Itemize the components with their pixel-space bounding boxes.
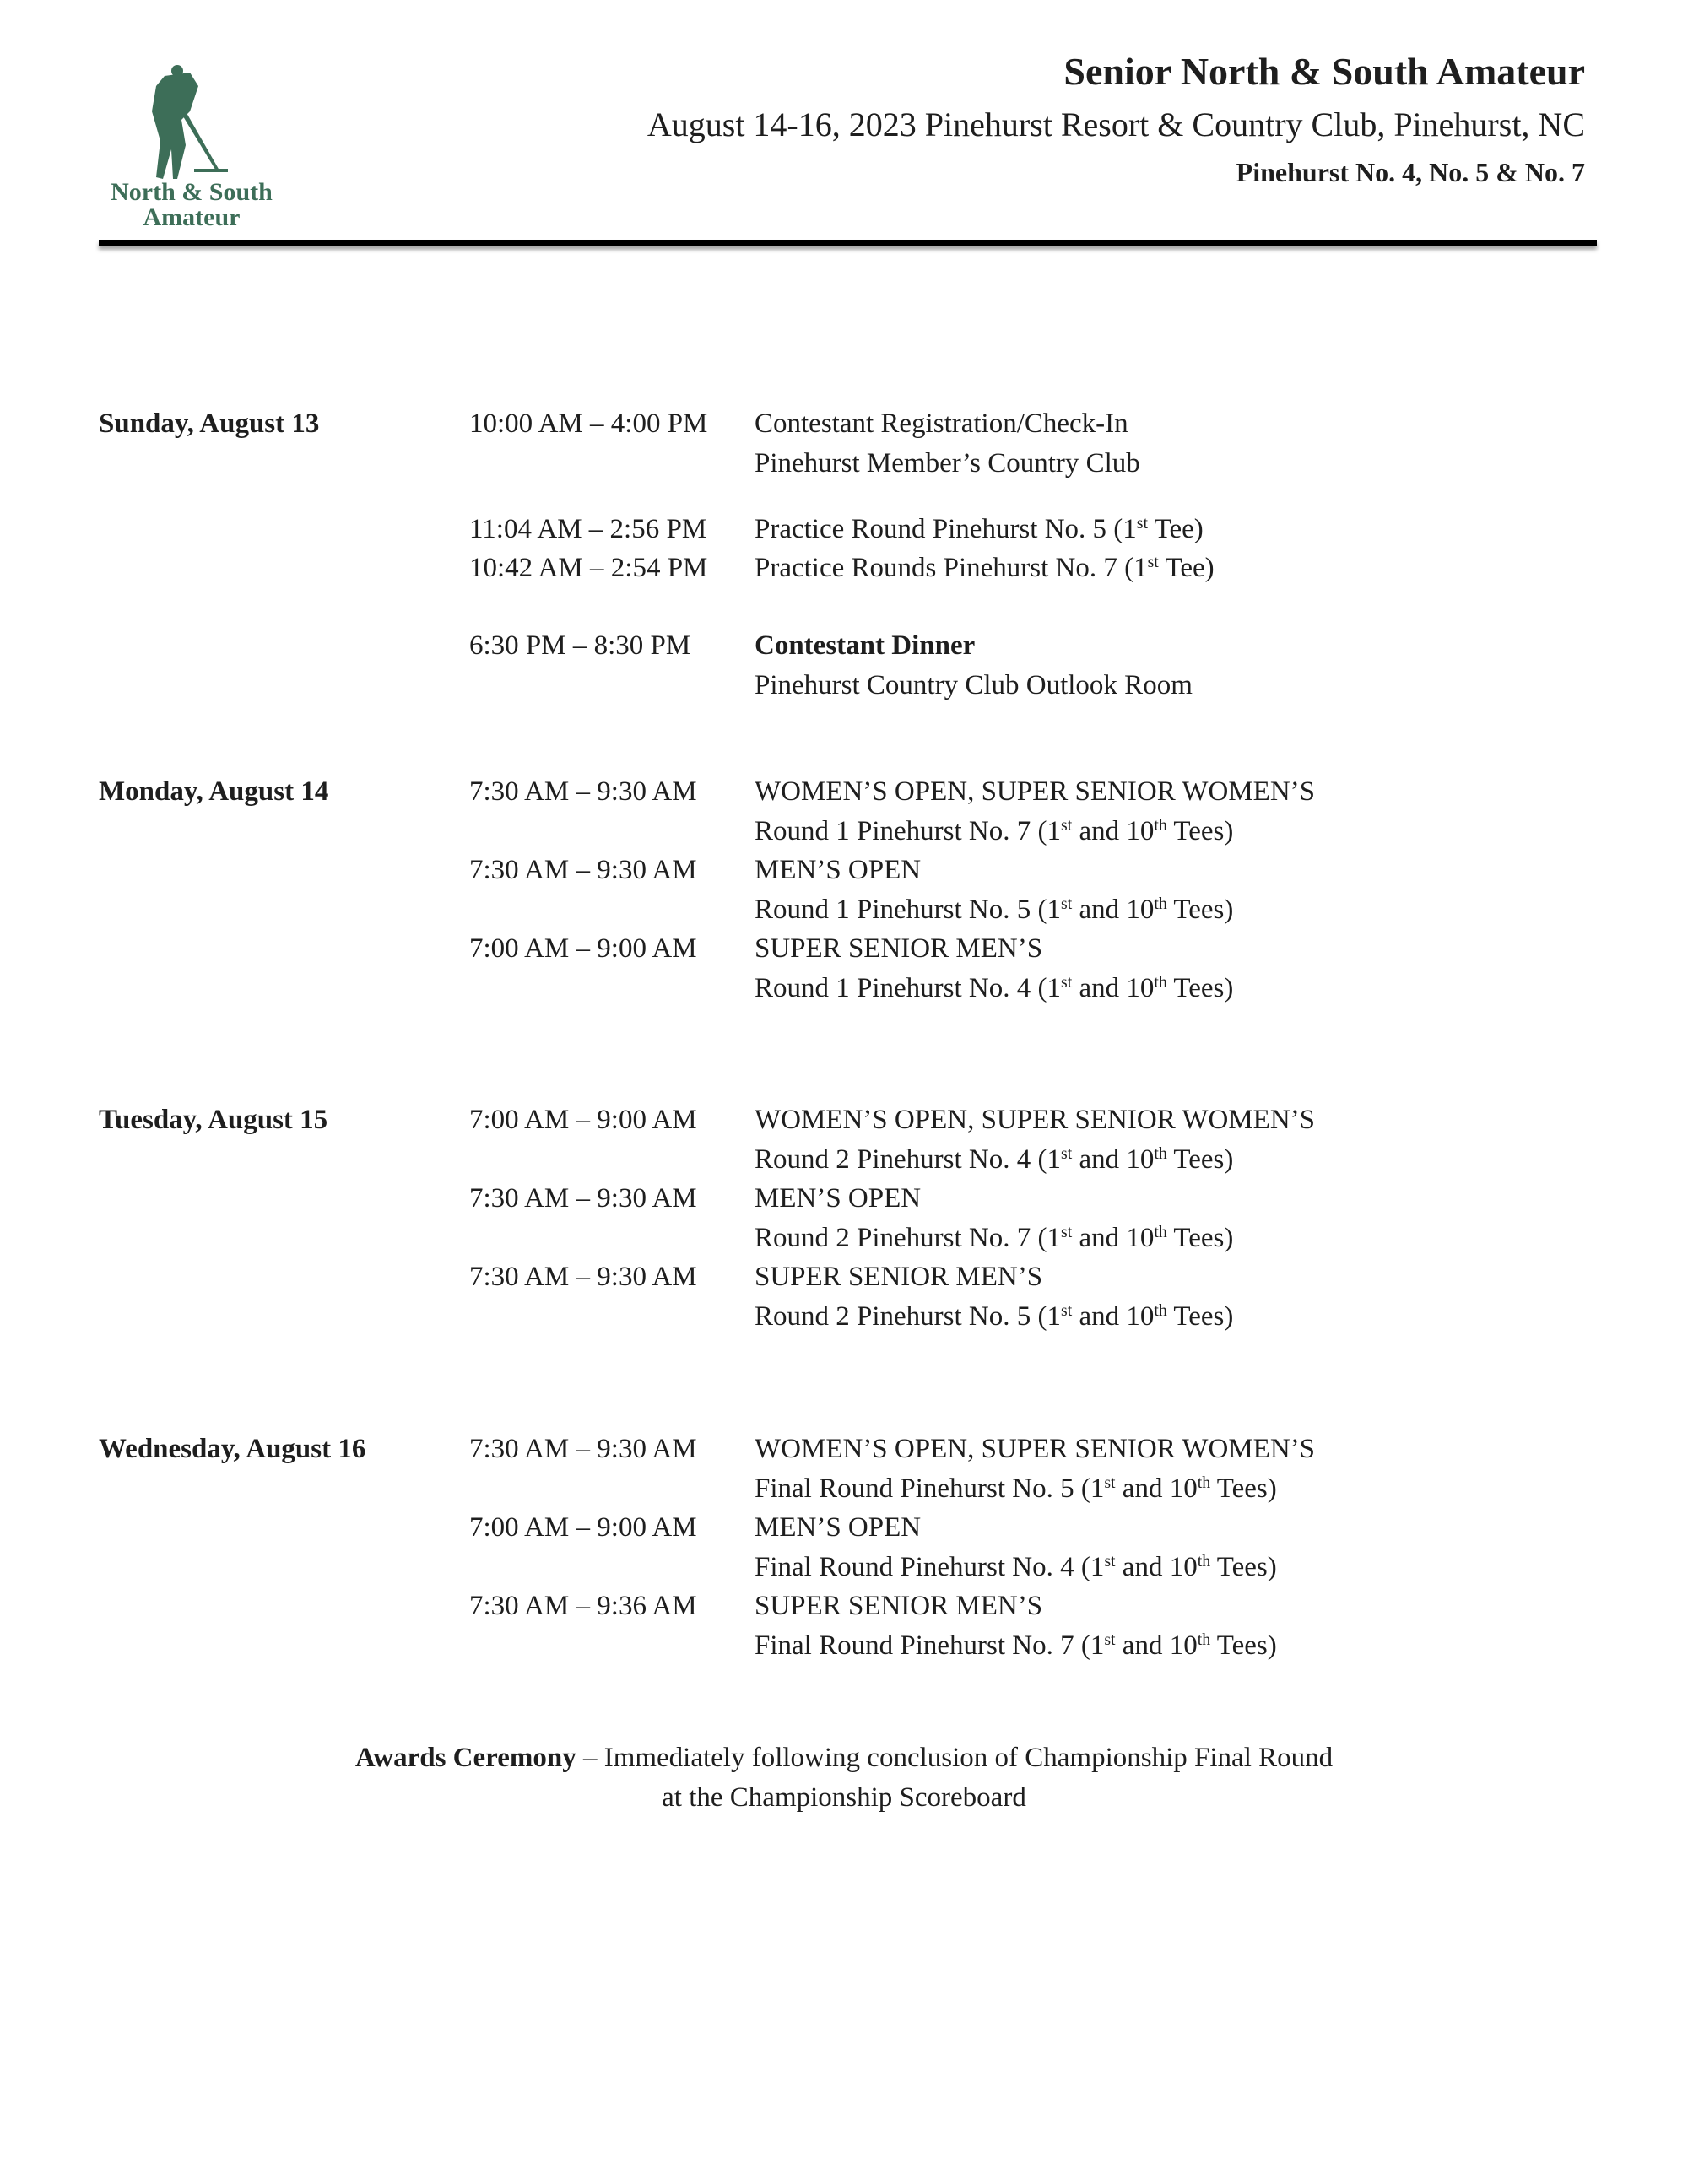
event-text: Tees) <box>1210 1552 1277 1582</box>
event-text: Tees) <box>1210 1630 1277 1661</box>
event-description <box>755 510 1204 549</box>
event-text: SUPER SENIOR MEN’S <box>755 1262 1043 1292</box>
event-text: WOMEN’S OPEN, SUPER SENIOR WOMEN’S <box>755 1105 1316 1135</box>
ordinal-suffix: st <box>1147 553 1159 572</box>
event-text: SUPER SENIOR MEN’S <box>755 1591 1043 1621</box>
event-text: and 10 <box>1115 1630 1198 1661</box>
event-description <box>755 1626 1277 1666</box>
event-description <box>755 1219 1233 1258</box>
event-text: Final Round Pinehurst No. 7 (1 <box>755 1630 1105 1661</box>
event-text: MEN’S OPEN <box>755 1512 922 1543</box>
awards-ceremony <box>0 1738 1688 1818</box>
event-description <box>755 1508 921 1548</box>
event-time: 7:30 AM – 9:30 AM <box>469 1434 697 1464</box>
event-description <box>755 404 1128 444</box>
ordinal-suffix: st <box>1104 1473 1116 1493</box>
ordinal-suffix: th <box>1154 1223 1167 1242</box>
event-time: 7:00 AM – 9:00 AM <box>469 933 697 964</box>
event-text: and 10 <box>1072 1223 1155 1253</box>
event-time: 7:30 AM – 9:36 AM <box>469 1591 697 1621</box>
day-heading: Sunday, August 13 <box>99 408 320 439</box>
ordinal-suffix: st <box>1061 973 1073 992</box>
page-title: Senior North & South Amateur <box>1063 50 1585 93</box>
event-description <box>755 1100 1315 1140</box>
event-time: 7:30 AM – 9:30 AM <box>469 776 697 807</box>
event-dates-location: August 14-16, 2023 Pinehurst Resort & Country Club, Pinehurst, NC <box>647 105 1585 143</box>
event-title: Contestant Dinner <box>755 630 976 661</box>
event-description <box>755 1257 1042 1297</box>
day-heading: Monday, August 14 <box>99 776 329 807</box>
event-time: 7:30 AM – 9:30 AM <box>469 1262 697 1292</box>
event-text: Tees) <box>1166 816 1234 846</box>
awards-text: – Immediately following conclusion of Championship Final Round <box>576 1743 1334 1773</box>
ordinal-suffix: th <box>1154 1144 1167 1164</box>
event-description <box>755 772 1315 812</box>
ordinal-suffix: st <box>1061 1223 1073 1242</box>
ordinal-suffix: th <box>1154 973 1167 992</box>
event-description <box>755 1548 1277 1587</box>
event-text: MEN’S OPEN <box>755 855 922 885</box>
event-text: and 10 <box>1072 973 1155 1003</box>
event-text: Practice Rounds Pinehurst No. 7 (1 <box>755 553 1148 583</box>
event-description <box>755 444 1140 484</box>
ordinal-suffix: th <box>1154 816 1167 835</box>
awards-location: at the Championship Scoreboard <box>662 1782 1026 1813</box>
event-text: Pinehurst Member’s Country Club <box>755 448 1140 478</box>
ordinal-suffix: th <box>1197 1630 1211 1650</box>
event-text: Tees) <box>1166 1301 1234 1332</box>
ordinal-suffix: st <box>1061 1144 1073 1164</box>
event-time: 7:30 AM – 9:30 AM <box>469 855 697 885</box>
ordinal-suffix: st <box>1136 514 1148 533</box>
event-text: Tees) <box>1210 1473 1277 1504</box>
ordinal-suffix: th <box>1197 1473 1211 1493</box>
ordinal-suffix: st <box>1061 816 1073 835</box>
event-text: Round 2 Pinehurst No. 4 (1 <box>755 1144 1061 1175</box>
event-description <box>755 626 975 666</box>
ordinal-suffix: st <box>1061 895 1073 914</box>
svg-text:North & South: North & South <box>111 178 273 206</box>
ordinal-suffix: th <box>1154 895 1167 914</box>
event-description <box>755 851 921 890</box>
svg-text:Amateur: Amateur <box>143 203 241 230</box>
event-text: and 10 <box>1072 816 1155 846</box>
event-time: 6:30 PM – 8:30 PM <box>469 630 691 661</box>
event-description <box>755 812 1233 851</box>
event-text: SUPER SENIOR MEN’S <box>755 933 1043 964</box>
event-text: Round 2 Pinehurst No. 7 (1 <box>755 1223 1061 1253</box>
header-divider <box>99 240 1597 246</box>
event-text: and 10 <box>1072 1301 1155 1332</box>
event-time: 11:04 AM – 2:56 PM <box>469 514 707 544</box>
event-text: and 10 <box>1072 1144 1155 1175</box>
event-time: 10:42 AM – 2:54 PM <box>469 553 708 583</box>
event-text: Round 2 Pinehurst No. 5 (1 <box>755 1301 1061 1332</box>
ordinal-suffix: st <box>1104 1552 1116 1571</box>
event-description <box>755 969 1233 1008</box>
event-text: Final Round Pinehurst No. 4 (1 <box>755 1552 1105 1582</box>
event-text: Tees) <box>1166 895 1234 925</box>
event-text: Tees) <box>1166 1223 1234 1253</box>
event-description <box>755 1430 1315 1469</box>
event-time: 10:00 AM – 4:00 PM <box>469 408 708 439</box>
event-text: Contestant Registration/Check-In <box>755 408 1128 439</box>
event-text: Round 1 Pinehurst No. 5 (1 <box>755 895 1061 925</box>
event-text: Tee) <box>1147 514 1204 544</box>
event-description <box>755 1140 1233 1180</box>
north-south-amateur-logo <box>106 61 279 230</box>
event-text: WOMEN’S OPEN, SUPER SENIOR WOMEN’S <box>755 776 1316 807</box>
event-description <box>755 1587 1042 1626</box>
event-text: Tees) <box>1166 1144 1234 1175</box>
event-description <box>755 1297 1233 1337</box>
event-description <box>755 1179 921 1219</box>
event-text: Round 1 Pinehurst No. 7 (1 <box>755 816 1061 846</box>
event-text: and 10 <box>1115 1552 1198 1582</box>
event-description <box>755 929 1042 969</box>
ordinal-suffix: th <box>1197 1552 1211 1571</box>
event-text: Practice Round Pinehurst No. 5 (1 <box>755 514 1137 544</box>
awards-label: Awards Ceremony <box>354 1743 576 1773</box>
event-text: WOMEN’S OPEN, SUPER SENIOR WOMEN’S <box>755 1434 1316 1464</box>
event-text: and 10 <box>1115 1473 1198 1504</box>
event-time: 7:00 AM – 9:00 AM <box>469 1512 697 1543</box>
event-time: 7:00 AM – 9:00 AM <box>469 1105 697 1135</box>
event-text: Tee) <box>1158 553 1215 583</box>
event-description <box>755 549 1215 588</box>
event-text: Final Round Pinehurst No. 5 (1 <box>755 1473 1105 1504</box>
ordinal-suffix: th <box>1154 1301 1167 1321</box>
event-text: Pinehurst Country Club Outlook Room <box>755 670 1193 700</box>
event-text: MEN’S OPEN <box>755 1183 922 1214</box>
event-description <box>755 890 1233 930</box>
courses: Pinehurst No. 4, No. 5 & No. 7 <box>1236 157 1585 187</box>
event-description <box>755 666 1193 705</box>
ordinal-suffix: st <box>1061 1301 1073 1321</box>
event-time: 7:30 AM – 9:30 AM <box>469 1183 697 1214</box>
ordinal-suffix: st <box>1104 1630 1116 1650</box>
day-heading: Tuesday, August 15 <box>99 1105 328 1135</box>
event-text: Tees) <box>1166 973 1234 1003</box>
event-text: and 10 <box>1072 895 1155 925</box>
event-description <box>755 1469 1277 1509</box>
event-text: Round 1 Pinehurst No. 4 (1 <box>755 973 1061 1003</box>
day-heading: Wednesday, August 16 <box>99 1434 366 1464</box>
